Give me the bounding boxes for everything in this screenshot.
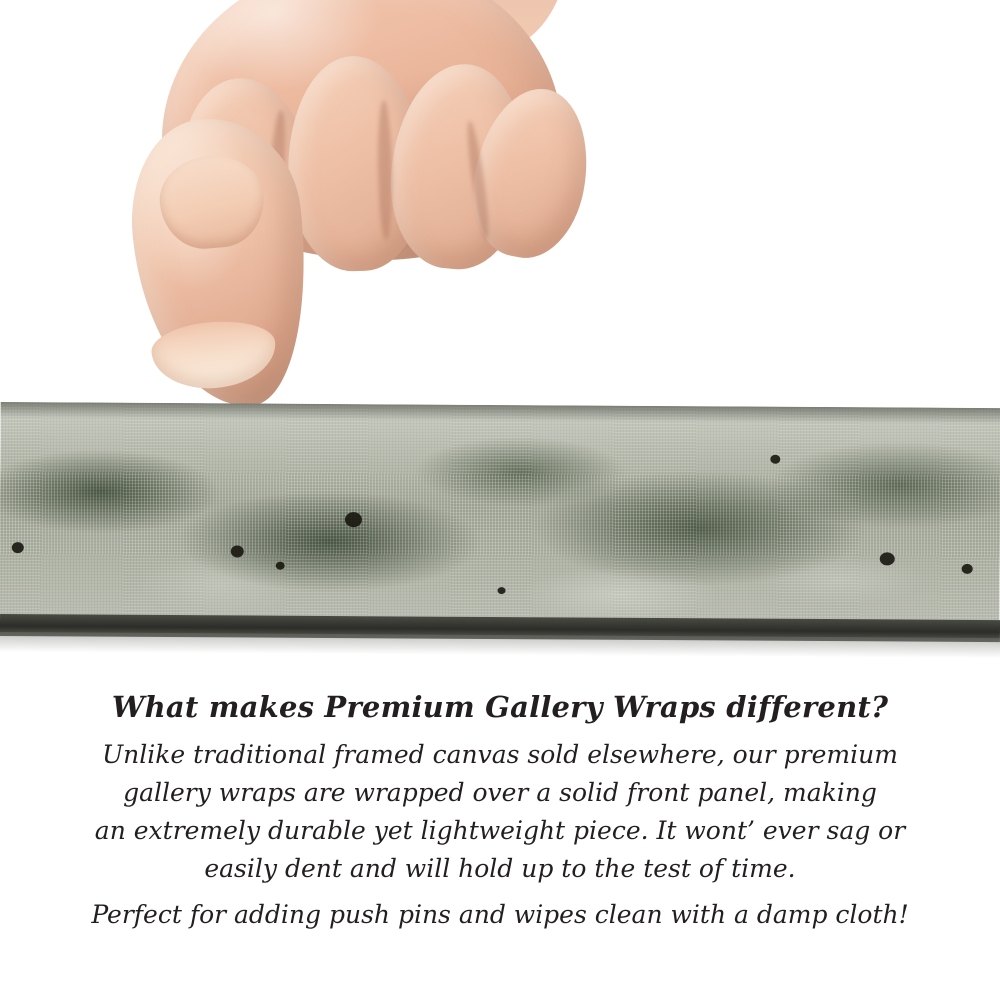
caption-block: [0, 690, 1000, 934]
canvas-wrap-edge: [0, 402, 1000, 630]
canvas-speck: [12, 542, 24, 553]
hand-graphic: [120, 0, 600, 430]
canvas-speck: [276, 562, 285, 570]
canvas-speck: [962, 564, 973, 574]
caption-closing-line: Perfect for adding push pins and wipes clean with a damp cloth!: [91, 900, 909, 929]
canvas-speck: [345, 512, 362, 527]
caption-line-4: easily dent and will hold up to the test of time.: [204, 854, 796, 883]
canvas-speck: [880, 552, 895, 565]
canvas-speck: [770, 455, 780, 464]
canvas-speck: [498, 587, 506, 594]
caption-line-2: gallery wraps are wrapped over a solid front panel, making: [123, 778, 877, 807]
caption-line-3: an extremely durable yet lightweight piece. It wont’ ever sag or: [94, 816, 906, 845]
canvas-weave-texture: [0, 402, 1000, 630]
canvas-speck: [231, 545, 244, 557]
caption-line-1: Unlike traditional framed canvas sold elsewhere, our premium: [102, 740, 898, 769]
caption-heading: What makes Premium Gallery Wraps different?: [111, 690, 889, 724]
